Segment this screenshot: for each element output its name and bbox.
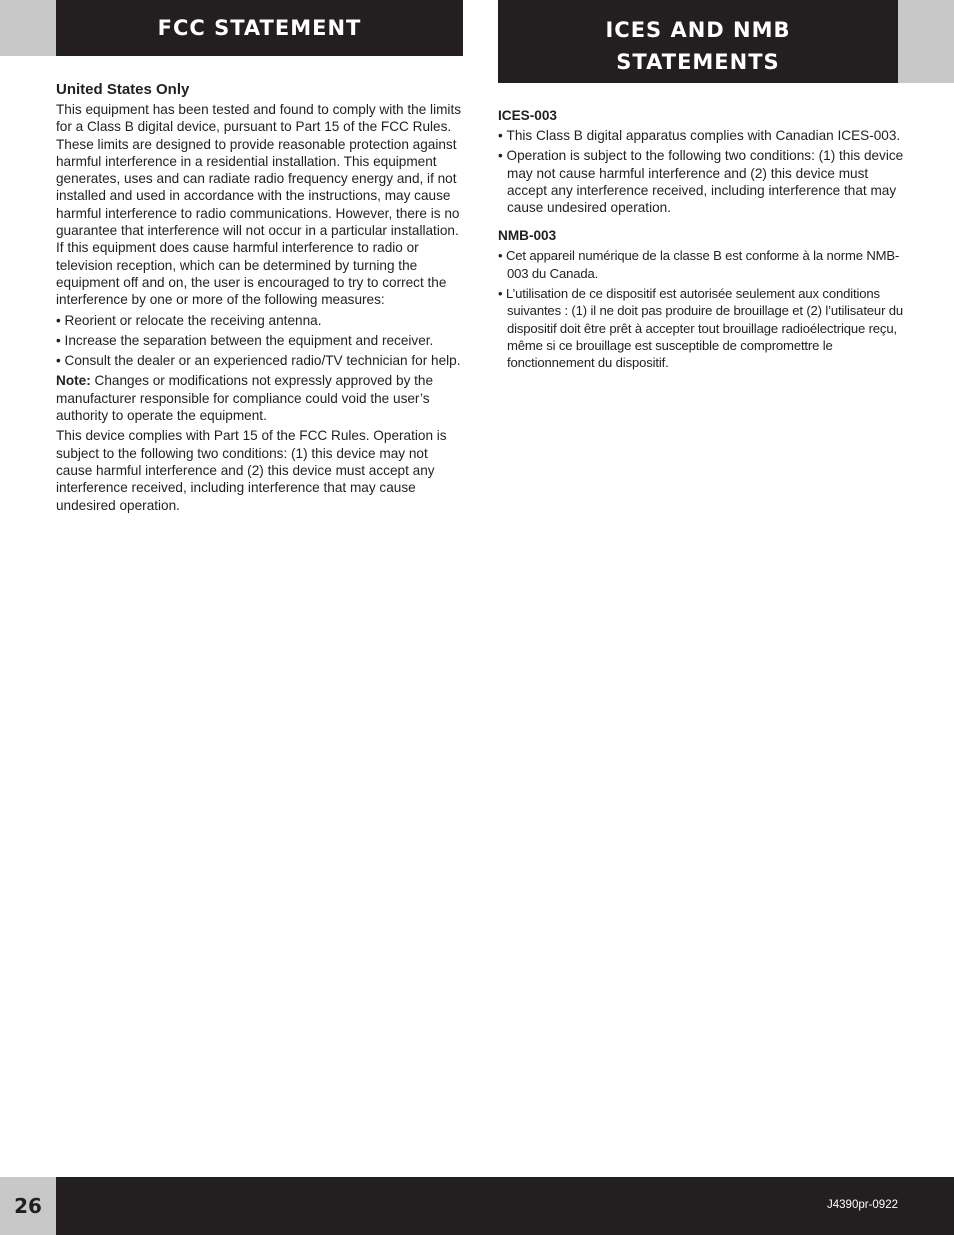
fcc-column <box>56 81 465 514</box>
fcc-measure-item: • Consult the dealer or an experienced radio/TV technician for help. <box>56 352 465 369</box>
fcc-intro-paragraph: This equipment has been tested and found to comply with the limits for a Class B digital device, pursuant to Part 15 of the FCC Rules. These limits are designed to provide reasonable protection against harmful interference in a residential installation. This equipment generates, uses and can radiate radio frequency energy and, if not installed and used in accordance with the instructions, may cause harmful interference to radio communications. However, there is no guarantee that interference will not occur in a particular installation. If this equipment does cause harmful interference to radio or television reception, which can be determined by turning the equipment off and on, the user is encouraged to try to correct the interference by one or more of the following measures: <box>56 102 462 308</box>
note-label: Note: <box>56 373 91 389</box>
ices-nmb-column <box>498 108 908 375</box>
fcc-compliance-paragraph: This device complies with Part 15 of the FCC Rules. Operation is subject to the following two conditions: (1) this device may not cause harmful interference and (2) this device must accept any interference received, including interference that may cause undesired operation. <box>56 428 447 513</box>
nmb-heading: NMB-003 <box>498 228 557 244</box>
fcc-measures-list <box>56 312 465 370</box>
left-header-tab <box>0 0 56 56</box>
document-code: J4390pr-0922 <box>827 1199 898 1211</box>
right-header-tab <box>898 0 954 83</box>
ices-item: • This Class B digital apparatus complies with Canadian ICES-003. <box>498 127 908 144</box>
footer-bar <box>56 1177 954 1235</box>
note-text: Changes or modifications not expressly approved by the manufacturer responsible for compliance could void the user’s authority to operate the equipment. <box>56 373 434 424</box>
nmb-item: • Cet appareil numérique de la classe B est conforme à la norme NMB-003 du Canada. <box>498 247 908 282</box>
fcc-subheading: United States Only <box>56 81 190 98</box>
ices-heading: ICES-003 <box>498 108 557 123</box>
fcc-measure-item: • Increase the separation between the equipment and receiver. <box>56 332 465 349</box>
ices-section-title <box>498 14 898 78</box>
ices-title-line1: ICES AND NMB <box>605 18 791 42</box>
ices-list <box>498 127 908 216</box>
nmb-item: • L’utilisation de ce dispositif est autorisée seulement aux conditions suivantes : (1) il ne doit pas produire de brouillage et (2) l’utilisateur du dispositif doit être prêt à accepter tout brouillage radioélectrique reçu, même si ce brouillage est susceptible de compromettre le fonctionnement du dispositif. <box>498 285 908 371</box>
page-number: 26 <box>0 1177 56 1235</box>
ices-item: • Operation is subject to the following two conditions: (1) this device may not cause harmful interference and (2) this device must accept any interference received, including interference that may cause undesired operation. <box>498 147 908 216</box>
ices-title-line2: STATEMENTS <box>616 50 780 74</box>
fcc-section-title: FCC STATEMENT <box>157 16 362 40</box>
fcc-measure-item: • Reorient or relocate the receiving antenna. <box>56 312 465 329</box>
nmb-list <box>498 247 908 371</box>
fcc-note-paragraph <box>56 372 465 424</box>
